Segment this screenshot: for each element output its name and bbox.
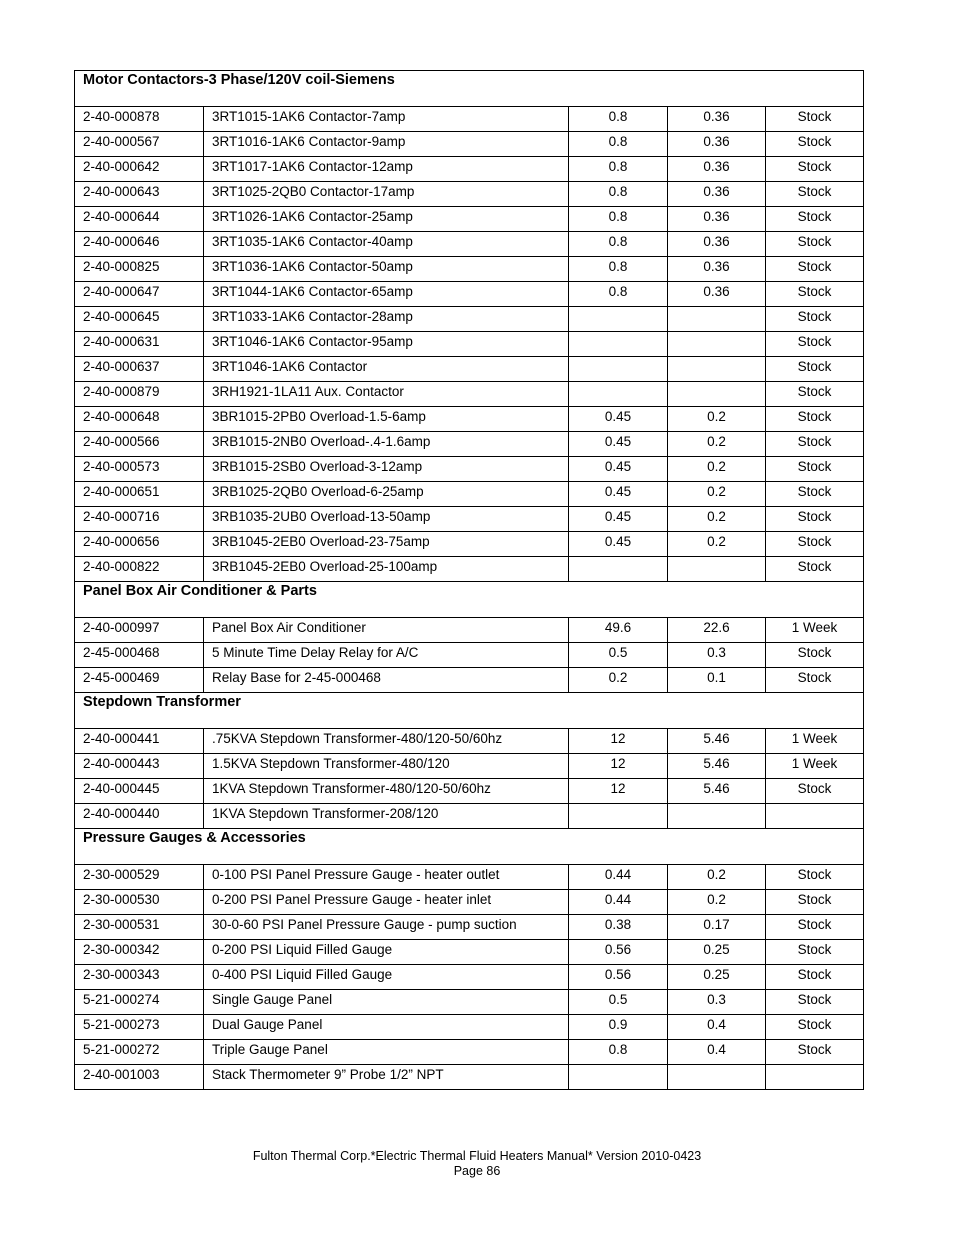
- part-number-cell: 2-40-000440: [75, 804, 204, 829]
- value-a-cell: [569, 332, 668, 357]
- value-b-cell: 0.36: [668, 282, 766, 307]
- part-number-cell: 2-40-000648: [75, 407, 204, 432]
- table-row: [75, 207, 864, 232]
- availability-cell: Stock: [766, 132, 864, 157]
- table-row: [75, 668, 864, 693]
- availability-cell: Stock: [766, 432, 864, 457]
- value-a-cell: 0.45: [569, 457, 668, 482]
- description-cell: Triple Gauge Panel: [204, 1040, 569, 1065]
- value-a-cell: 0.45: [569, 407, 668, 432]
- part-number-cell: 5-21-000273: [75, 1015, 204, 1040]
- part-number-cell: 2-40-000646: [75, 232, 204, 257]
- description-cell: 3RT1025-2QB0 Contactor-17amp: [204, 182, 569, 207]
- part-number-cell: 2-40-000443: [75, 754, 204, 779]
- table-row: [75, 507, 864, 532]
- page-footer: [0, 1149, 954, 1179]
- value-a-cell: 0.8: [569, 257, 668, 282]
- part-number-cell: 2-40-000822: [75, 557, 204, 582]
- value-b-cell: [668, 357, 766, 382]
- value-b-cell: [668, 1065, 766, 1090]
- table-row: [75, 557, 864, 582]
- part-number-cell: 5-21-000272: [75, 1040, 204, 1065]
- description-cell: 3RT1017-1AK6 Contactor-12amp: [204, 157, 569, 182]
- value-b-cell: [668, 332, 766, 357]
- value-a-cell: 12: [569, 754, 668, 779]
- availability-cell: Stock: [766, 357, 864, 382]
- value-a-cell: [569, 357, 668, 382]
- part-number-cell: 2-30-000530: [75, 890, 204, 915]
- availability-cell: Stock: [766, 532, 864, 557]
- part-number-cell: 2-40-000647: [75, 282, 204, 307]
- availability-cell: Stock: [766, 157, 864, 182]
- section-header-row: [75, 829, 864, 865]
- table-row: [75, 382, 864, 407]
- value-b-cell: 5.46: [668, 754, 766, 779]
- description-cell: 3RB1045-2EB0 Overload-25-100amp: [204, 557, 569, 582]
- value-a-cell: 0.56: [569, 965, 668, 990]
- section-title: Pressure Gauges & Accessories: [75, 829, 864, 865]
- part-number-cell: 2-40-000651: [75, 482, 204, 507]
- description-cell: 3RT1035-1AK6 Contactor-40amp: [204, 232, 569, 257]
- part-number-cell: 2-45-000469: [75, 668, 204, 693]
- description-cell: 30-0-60 PSI Panel Pressure Gauge - pump suction: [204, 915, 569, 940]
- section-header-row: [75, 582, 864, 618]
- availability-cell: Stock: [766, 407, 864, 432]
- description-cell: Relay Base for 2-45-000468: [204, 668, 569, 693]
- value-b-cell: 0.3: [668, 990, 766, 1015]
- value-a-cell: 0.8: [569, 157, 668, 182]
- availability-cell: Stock: [766, 232, 864, 257]
- availability-cell: Stock: [766, 1015, 864, 1040]
- part-number-cell: 2-40-000716: [75, 507, 204, 532]
- description-cell: 0-200 PSI Panel Pressure Gauge - heater inlet: [204, 890, 569, 915]
- part-number-cell: 2-40-000997: [75, 618, 204, 643]
- part-number-cell: 2-30-000531: [75, 915, 204, 940]
- availability-cell: 1 Week: [766, 754, 864, 779]
- part-number-cell: 2-40-001003: [75, 1065, 204, 1090]
- part-number-cell: 2-40-000573: [75, 457, 204, 482]
- availability-cell: Stock: [766, 382, 864, 407]
- value-b-cell: 0.2: [668, 865, 766, 890]
- value-b-cell: 0.2: [668, 890, 766, 915]
- description-cell: 0-400 PSI Liquid Filled Gauge: [204, 965, 569, 990]
- value-a-cell: [569, 1065, 668, 1090]
- description-cell: 3RB1045-2EB0 Overload-23-75amp: [204, 532, 569, 557]
- part-number-cell: 2-40-000441: [75, 729, 204, 754]
- description-cell: Single Gauge Panel: [204, 990, 569, 1015]
- value-b-cell: [668, 804, 766, 829]
- value-b-cell: 0.17: [668, 915, 766, 940]
- availability-cell: Stock: [766, 779, 864, 804]
- value-b-cell: 0.36: [668, 207, 766, 232]
- table-row: [75, 940, 864, 965]
- value-a-cell: 0.44: [569, 865, 668, 890]
- availability-cell: [766, 804, 864, 829]
- section-title: Motor Contactors-3 Phase/120V coil-Siemens: [75, 71, 864, 107]
- part-number-cell: 2-40-000643: [75, 182, 204, 207]
- table-row: [75, 357, 864, 382]
- part-number-cell: 2-30-000529: [75, 865, 204, 890]
- value-a-cell: 0.8: [569, 132, 668, 157]
- value-a-cell: 0.9: [569, 1015, 668, 1040]
- table-row: [75, 729, 864, 754]
- value-b-cell: 0.2: [668, 432, 766, 457]
- table-row: [75, 643, 864, 668]
- value-a-cell: [569, 382, 668, 407]
- table-row: [75, 990, 864, 1015]
- part-number-cell: 2-30-000342: [75, 940, 204, 965]
- value-b-cell: 0.4: [668, 1040, 766, 1065]
- value-a-cell: 0.8: [569, 207, 668, 232]
- value-b-cell: 0.36: [668, 257, 766, 282]
- description-cell: 3RT1036-1AK6 Contactor-50amp: [204, 257, 569, 282]
- description-cell: 3RB1035-2UB0 Overload-13-50amp: [204, 507, 569, 532]
- value-b-cell: 0.25: [668, 965, 766, 990]
- table-row: [75, 182, 864, 207]
- availability-cell: Stock: [766, 940, 864, 965]
- description-cell: 3RT1016-1AK6 Contactor-9amp: [204, 132, 569, 157]
- table-row: [75, 157, 864, 182]
- value-b-cell: 5.46: [668, 779, 766, 804]
- availability-cell: Stock: [766, 182, 864, 207]
- value-a-cell: 0.45: [569, 507, 668, 532]
- availability-cell: 1 Week: [766, 729, 864, 754]
- description-cell: 3RT1026-1AK6 Contactor-25amp: [204, 207, 569, 232]
- part-number-cell: 2-40-000642: [75, 157, 204, 182]
- availability-cell: Stock: [766, 282, 864, 307]
- value-a-cell: 0.5: [569, 643, 668, 668]
- value-b-cell: 0.36: [668, 232, 766, 257]
- description-cell: 5 Minute Time Delay Relay for A/C: [204, 643, 569, 668]
- description-cell: 1KVA Stepdown Transformer-480/120-50/60hz: [204, 779, 569, 804]
- availability-cell: Stock: [766, 307, 864, 332]
- table-row: [75, 132, 864, 157]
- table-row: [75, 965, 864, 990]
- part-number-cell: 2-40-000878: [75, 107, 204, 132]
- value-b-cell: 0.4: [668, 1015, 766, 1040]
- availability-cell: Stock: [766, 865, 864, 890]
- parts-table: [74, 70, 864, 1090]
- table-row: [75, 532, 864, 557]
- description-cell: 3RH1921-1LA11 Aux. Contactor: [204, 382, 569, 407]
- page-number: Page 86: [453, 1164, 501, 1178]
- table-body: [75, 71, 864, 1090]
- table-row: [75, 915, 864, 940]
- value-b-cell: 0.2: [668, 507, 766, 532]
- availability-cell: Stock: [766, 457, 864, 482]
- table-row: [75, 779, 864, 804]
- description-cell: 3RB1025-2QB0 Overload-6-25amp: [204, 482, 569, 507]
- value-a-cell: [569, 557, 668, 582]
- description-cell: 1.5KVA Stepdown Transformer-480/120: [204, 754, 569, 779]
- availability-cell: Stock: [766, 668, 864, 693]
- value-b-cell: 0.36: [668, 107, 766, 132]
- table-row: [75, 890, 864, 915]
- table-row: [75, 482, 864, 507]
- availability-cell: Stock: [766, 107, 864, 132]
- value-b-cell: 0.36: [668, 132, 766, 157]
- value-a-cell: 0.8: [569, 107, 668, 132]
- value-b-cell: 0.2: [668, 532, 766, 557]
- value-a-cell: [569, 307, 668, 332]
- table-row: [75, 865, 864, 890]
- value-b-cell: 0.25: [668, 940, 766, 965]
- availability-cell: Stock: [766, 890, 864, 915]
- part-number-cell: 2-40-000879: [75, 382, 204, 407]
- availability-cell: Stock: [766, 965, 864, 990]
- value-a-cell: 12: [569, 729, 668, 754]
- value-a-cell: 0.8: [569, 232, 668, 257]
- table-row: [75, 307, 864, 332]
- section-title: Panel Box Air Conditioner & Parts: [75, 582, 864, 618]
- section-header-row: [75, 693, 864, 729]
- table-row: [75, 432, 864, 457]
- table-row: [75, 1040, 864, 1065]
- description-cell: .75KVA Stepdown Transformer-480/120-50/60hz: [204, 729, 569, 754]
- value-b-cell: 0.2: [668, 482, 766, 507]
- value-b-cell: [668, 307, 766, 332]
- description-cell: 3RT1044-1AK6 Contactor-65amp: [204, 282, 569, 307]
- value-b-cell: 0.36: [668, 157, 766, 182]
- description-cell: Dual Gauge Panel: [204, 1015, 569, 1040]
- description-cell: 0-200 PSI Liquid Filled Gauge: [204, 940, 569, 965]
- availability-cell: Stock: [766, 257, 864, 282]
- description-cell: 3RT1046-1AK6 Contactor: [204, 357, 569, 382]
- part-number-cell: 2-40-000445: [75, 779, 204, 804]
- table-row: [75, 407, 864, 432]
- section-header-row: [75, 71, 864, 107]
- part-number-cell: 2-40-000566: [75, 432, 204, 457]
- table-row: [75, 1015, 864, 1040]
- value-b-cell: 0.36: [668, 182, 766, 207]
- description-cell: 3BR1015-2PB0 Overload-1.5-6amp: [204, 407, 569, 432]
- value-a-cell: 0.8: [569, 282, 668, 307]
- availability-cell: Stock: [766, 1040, 864, 1065]
- table-row: [75, 804, 864, 829]
- part-number-cell: 5-21-000274: [75, 990, 204, 1015]
- part-number-cell: 2-40-000637: [75, 357, 204, 382]
- table-row: [75, 457, 864, 482]
- part-number-cell: 2-45-000468: [75, 643, 204, 668]
- value-b-cell: [668, 382, 766, 407]
- value-b-cell: 22.6: [668, 618, 766, 643]
- part-number-cell: 2-40-000567: [75, 132, 204, 157]
- value-a-cell: 0.8: [569, 1040, 668, 1065]
- description-cell: 3RB1015-2NB0 Overload-.4-1.6amp: [204, 432, 569, 457]
- description-cell: 3RT1046-1AK6 Contactor-95amp: [204, 332, 569, 357]
- description-cell: 3RT1033-1AK6 Contactor-28amp: [204, 307, 569, 332]
- table-row: [75, 107, 864, 132]
- availability-cell: Stock: [766, 557, 864, 582]
- table-row: [75, 282, 864, 307]
- description-cell: 3RB1015-2SB0 Overload-3-12amp: [204, 457, 569, 482]
- description-cell: 3RT1015-1AK6 Contactor-7amp: [204, 107, 569, 132]
- section-title: Stepdown Transformer: [75, 693, 864, 729]
- description-cell: Panel Box Air Conditioner: [204, 618, 569, 643]
- part-number-cell: 2-40-000631: [75, 332, 204, 357]
- availability-cell: [766, 1065, 864, 1090]
- value-a-cell: 49.6: [569, 618, 668, 643]
- value-b-cell: 0.2: [668, 457, 766, 482]
- description-cell: Stack Thermometer 9” Probe 1/2” NPT: [204, 1065, 569, 1090]
- value-a-cell: 0.5: [569, 990, 668, 1015]
- value-a-cell: [569, 804, 668, 829]
- value-a-cell: 0.2: [569, 668, 668, 693]
- table-row: [75, 232, 864, 257]
- table-row: [75, 332, 864, 357]
- part-number-cell: 2-30-000343: [75, 965, 204, 990]
- value-b-cell: 0.2: [668, 407, 766, 432]
- table-row: [75, 257, 864, 282]
- availability-cell: Stock: [766, 482, 864, 507]
- value-b-cell: 0.3: [668, 643, 766, 668]
- part-number-cell: 2-40-000645: [75, 307, 204, 332]
- value-a-cell: 12: [569, 779, 668, 804]
- value-a-cell: 0.45: [569, 532, 668, 557]
- availability-cell: Stock: [766, 643, 864, 668]
- value-b-cell: 0.1: [668, 668, 766, 693]
- value-a-cell: 0.8: [569, 182, 668, 207]
- value-a-cell: 0.44: [569, 890, 668, 915]
- value-a-cell: 0.56: [569, 940, 668, 965]
- availability-cell: Stock: [766, 207, 864, 232]
- part-number-cell: 2-40-000644: [75, 207, 204, 232]
- table-row: [75, 754, 864, 779]
- availability-cell: Stock: [766, 915, 864, 940]
- table-row: [75, 618, 864, 643]
- value-a-cell: 0.45: [569, 482, 668, 507]
- table-row: [75, 1065, 864, 1090]
- description-cell: 0-100 PSI Panel Pressure Gauge - heater outlet: [204, 865, 569, 890]
- value-a-cell: 0.45: [569, 432, 668, 457]
- footer-title: Fulton Thermal Corp.*Electric Thermal Fluid Heaters Manual* Version 2010-0423: [252, 1149, 702, 1163]
- value-b-cell: 5.46: [668, 729, 766, 754]
- availability-cell: 1 Week: [766, 618, 864, 643]
- availability-cell: Stock: [766, 332, 864, 357]
- part-number-cell: 2-40-000825: [75, 257, 204, 282]
- availability-cell: Stock: [766, 507, 864, 532]
- description-cell: 1KVA Stepdown Transformer-208/120: [204, 804, 569, 829]
- part-number-cell: 2-40-000656: [75, 532, 204, 557]
- value-b-cell: [668, 557, 766, 582]
- availability-cell: Stock: [766, 990, 864, 1015]
- value-a-cell: 0.38: [569, 915, 668, 940]
